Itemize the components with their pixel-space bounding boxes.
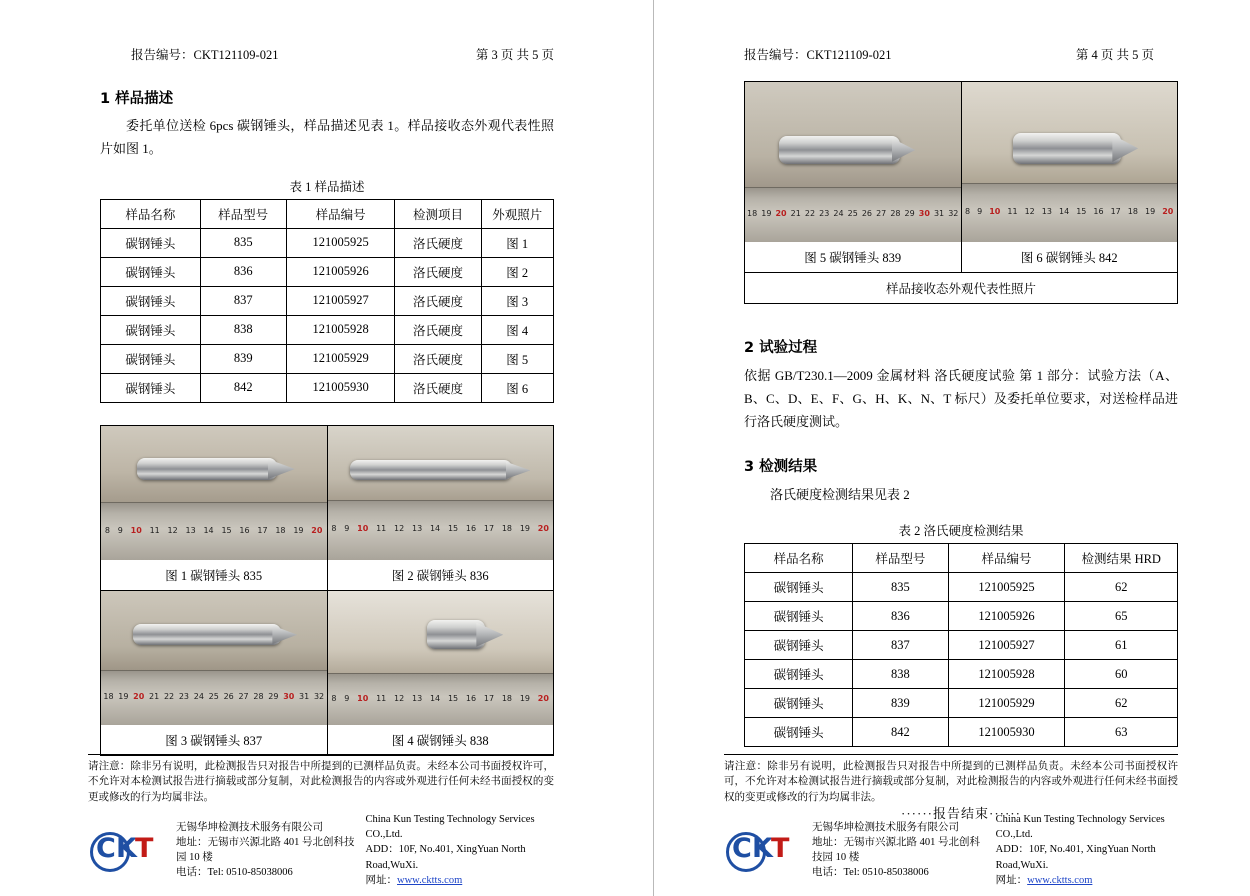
- cell-name: 碳钢锤头: [745, 573, 853, 602]
- cell-item: 洛氏硬度: [395, 286, 481, 315]
- cell-name: 碳钢锤头: [101, 373, 201, 402]
- cell-photo: 图 1: [481, 228, 554, 257]
- table-2-col-model: 样品型号: [853, 544, 948, 573]
- cell-serial: 121005929: [286, 344, 395, 373]
- hardness-results-table: [744, 543, 1178, 747]
- cell-name: 碳钢锤头: [101, 344, 201, 373]
- company-address-en: ADD：10F, No.401, XingYuan North Road,WuXi.: [995, 844, 1156, 871]
- table-row: [745, 602, 1178, 631]
- company-phone-cn: 电话：Tel: 0510-85038006: [812, 867, 929, 879]
- cell-serial: 121005927: [286, 286, 395, 315]
- report-number: 报告编号：CKT121109-021: [131, 48, 279, 62]
- logo-letter-k: K: [116, 832, 137, 864]
- table-1-col-name: 样品名称: [101, 199, 201, 228]
- cell-serial: 121005930: [948, 718, 1065, 747]
- cell-model: 839: [200, 344, 286, 373]
- cell-serial: 121005927: [948, 631, 1065, 660]
- cell-serial: 121005926: [286, 257, 395, 286]
- footer-address-cn: [176, 820, 356, 881]
- page-number: 第 4 页 共 5 页: [1075, 48, 1154, 62]
- cell-photo: 图 5: [481, 344, 554, 373]
- company-phone-cn: 电话：Tel: 0510-85038006: [176, 867, 293, 879]
- cell-item: 洛氏硬度: [395, 257, 481, 286]
- cell-serial: 121005930: [286, 373, 395, 402]
- table-1-header-row: [101, 199, 554, 228]
- section-2-title: 2 试验过程: [744, 340, 818, 356]
- cell-name: 碳钢锤头: [101, 257, 201, 286]
- cell-result: 60: [1065, 660, 1178, 689]
- section-3-text: 洛氏硬度检测结果见表 2: [770, 487, 910, 503]
- cell-model: 839: [853, 689, 948, 718]
- section-2-text: 依据 GB/T230.1—2009 金属材料 洛氏硬度试验 第 1 部分：试验方法（A、B、C、D、E、F、G、H、K、N、T 标尺）及委托单位要求，对送检样品进行洛氏硬度测试。: [744, 368, 1178, 429]
- figure-6-caption: 图 6 碳钢锤头 842: [1020, 251, 1118, 265]
- table-1-caption: 表 1 样品描述: [289, 179, 365, 194]
- footer-note: 请注意：除非另有说明，此检测报告只对报告中所提到的已测样品负责。未经本公司书面授权许可，不允许对本检测试报告进行摘载或部分复制，对此检测报告的内容或外观进行任何未经书面授权的变更或修改的行为均属非法。: [88, 754, 554, 806]
- cell-result: 62: [1065, 689, 1178, 718]
- table-2-header-row: [745, 544, 1178, 573]
- photo-hammer-head-835: 8 9 10 11 12 13 14 15 16 17 18 19 20: [101, 426, 327, 560]
- footer-note: 请注意：除非另有说明，此检测报告只对报告中所提到的已测样品负责。未经本公司书面授权许可，不允许对本检测试报告进行摘载或部分复制，对此检测报告的内容或外观进行任何未经书面授权的变更或修改的行为均属非法。: [724, 754, 1178, 806]
- section-1-text: 委托单位送检 6pcs 碳钢锤头，样品描述见表 1。样品接收态外观代表性照片如图 1。: [100, 118, 554, 156]
- logo-letter-k: K: [752, 832, 773, 864]
- company-name-cn: 无锡华坤检测技术服务有限公司: [812, 821, 959, 833]
- cell-name: 碳钢锤头: [745, 602, 853, 631]
- cell-model: 838: [853, 660, 948, 689]
- website-link[interactable]: www.cktts.com: [397, 874, 463, 886]
- cell-result: 65: [1065, 602, 1178, 631]
- table-row: [101, 373, 554, 402]
- table-row: [745, 631, 1178, 660]
- website-link[interactable]: www.cktts.com: [1027, 874, 1093, 886]
- cell-photo: 图 4: [481, 315, 554, 344]
- cell-name: 碳钢锤头: [101, 228, 201, 257]
- cell-photo: 图 6: [481, 373, 554, 402]
- cell-photo: 图 2: [481, 257, 554, 286]
- website-label: 网址：: [995, 874, 1028, 886]
- table-row: [101, 344, 554, 373]
- table-2-col-result: 检测结果 HRD: [1065, 544, 1178, 573]
- table-2-caption: 表 2 洛氏硬度检测结果: [898, 524, 1024, 538]
- cell-model: 837: [200, 286, 286, 315]
- cell-serial: 121005928: [286, 315, 395, 344]
- section-1-title: 1 样品描述: [100, 91, 174, 107]
- company-address-cn: 地址：无锡市兴源北路 401 号北创科技园 10 楼: [812, 836, 980, 863]
- table-1-col-model: 样品型号: [200, 199, 286, 228]
- report-number: 报告编号：CKT121109-021: [744, 48, 892, 62]
- cell-name: 碳钢锤头: [745, 718, 853, 747]
- page-4-header: [654, 0, 1250, 63]
- table-1-col-item: 检测项目: [395, 199, 481, 228]
- page-4: [654, 0, 1250, 896]
- cell-serial: 121005928: [948, 660, 1065, 689]
- logo-letter-c: C: [732, 832, 752, 864]
- cell-name: 碳钢锤头: [101, 286, 201, 315]
- cell-name: 碳钢锤头: [745, 689, 853, 718]
- cell-photo: 图 3: [481, 286, 554, 315]
- cell-item: 洛氏硬度: [395, 315, 481, 344]
- table-1-col-photo: 外观照片: [481, 199, 554, 228]
- table-2-col-serial: 样品编号: [948, 544, 1065, 573]
- company-address-en: ADD：10F, No.401, XingYuan North Road,WuXi.: [365, 844, 526, 871]
- company-name-cn: 无锡华坤检测技术服务有限公司: [176, 821, 323, 833]
- cell-serial: 121005926: [948, 602, 1065, 631]
- logo-letter-t: T: [135, 832, 154, 864]
- cell-name: 碳钢锤头: [745, 631, 853, 660]
- table-2-col-name: 样品名称: [745, 544, 853, 573]
- figure-group-caption: 样品接收态外观代表性照片: [885, 282, 1036, 296]
- figure-5-caption: 图 5 碳钢锤头 839: [804, 251, 902, 265]
- table-row: [101, 228, 554, 257]
- figure-3-caption: 图 3 碳钢锤头 837: [165, 733, 263, 748]
- table-1-col-serial: 样品编号: [286, 199, 395, 228]
- footer-address-cn: [812, 820, 986, 881]
- page-number: 第 3 页 共 5 页: [475, 48, 554, 62]
- cell-name: 碳钢锤头: [101, 315, 201, 344]
- table-row: [745, 660, 1178, 689]
- cell-model: 842: [853, 718, 948, 747]
- cell-model: 837: [853, 631, 948, 660]
- page-3-footer: [0, 754, 653, 888]
- table-row: [745, 689, 1178, 718]
- website-label: 网址：: [365, 874, 398, 886]
- photo-hammer-head-837: 18 19 20 21 22 23 24 25 26 27 28 29 30 31 32: [101, 591, 327, 725]
- page-4-footer: [654, 754, 1250, 888]
- figure-1-caption: 图 1 碳钢锤头 835: [165, 568, 263, 583]
- cell-item: 洛氏硬度: [395, 373, 481, 402]
- report-end-note: ······报告结束······: [901, 806, 1021, 821]
- cell-model: 835: [853, 573, 948, 602]
- cell-item: 洛氏硬度: [395, 344, 481, 373]
- logo-letter-t: T: [771, 832, 790, 864]
- cell-model: 842: [200, 373, 286, 402]
- company-name-en: China Kun Testing Technology Services CO.,Ltd.: [365, 813, 535, 841]
- cell-serial: 121005929: [948, 689, 1065, 718]
- figure-4-caption: 图 4 碳钢锤头 838: [391, 733, 489, 748]
- page-3-header: [0, 0, 653, 63]
- cell-model: 838: [200, 315, 286, 344]
- cell-result: 61: [1065, 631, 1178, 660]
- figures-1-to-4: [100, 425, 554, 756]
- cell-serial: 121005925: [948, 573, 1065, 602]
- photo-hammer-head-842: 8 9 10 11 12 13 14 15 16 17 18 19 20: [962, 82, 1178, 242]
- cell-model: 836: [853, 602, 948, 631]
- cell-item: 洛氏硬度: [395, 228, 481, 257]
- cell-serial: 121005925: [286, 228, 395, 257]
- company-address-cn: 地址：无锡市兴源北路 401 号北创科技园 10 楼: [176, 836, 355, 863]
- table-row: [745, 718, 1178, 747]
- footer-address-en: [366, 812, 554, 888]
- table-row: [745, 573, 1178, 602]
- cell-result: 63: [1065, 718, 1178, 747]
- table-row: [101, 286, 554, 315]
- table-row: [101, 257, 554, 286]
- table-row: [101, 315, 554, 344]
- photo-hammer-head-836: 8 9 10 11 12 13 14 15 16 17 18 19 20: [328, 426, 554, 560]
- cell-name: 碳钢锤头: [745, 660, 853, 689]
- company-logo-icon: [724, 828, 802, 872]
- logo-letter-c: C: [96, 832, 116, 864]
- cell-model: 835: [200, 228, 286, 257]
- cell-result: 62: [1065, 573, 1178, 602]
- figure-2-caption: 图 2 碳钢锤头 836: [391, 568, 489, 583]
- sample-description-table: [100, 199, 554, 403]
- cell-model: 836: [200, 257, 286, 286]
- company-logo-icon: [88, 828, 166, 872]
- photo-hammer-head-839: 18 19 20 21 22 23 24 25 26 27 28 29 30 31 32: [745, 82, 961, 242]
- footer-address-en: [996, 812, 1178, 888]
- section-3-title: 3 检测结果: [744, 459, 818, 476]
- company-name-en: China Kun Testing Technology Services CO.,Ltd.: [995, 813, 1165, 841]
- figures-5-to-6: [744, 81, 1178, 304]
- photo-hammer-head-838: 8 9 10 11 12 13 14 15 16 17 18 19 20: [328, 591, 554, 725]
